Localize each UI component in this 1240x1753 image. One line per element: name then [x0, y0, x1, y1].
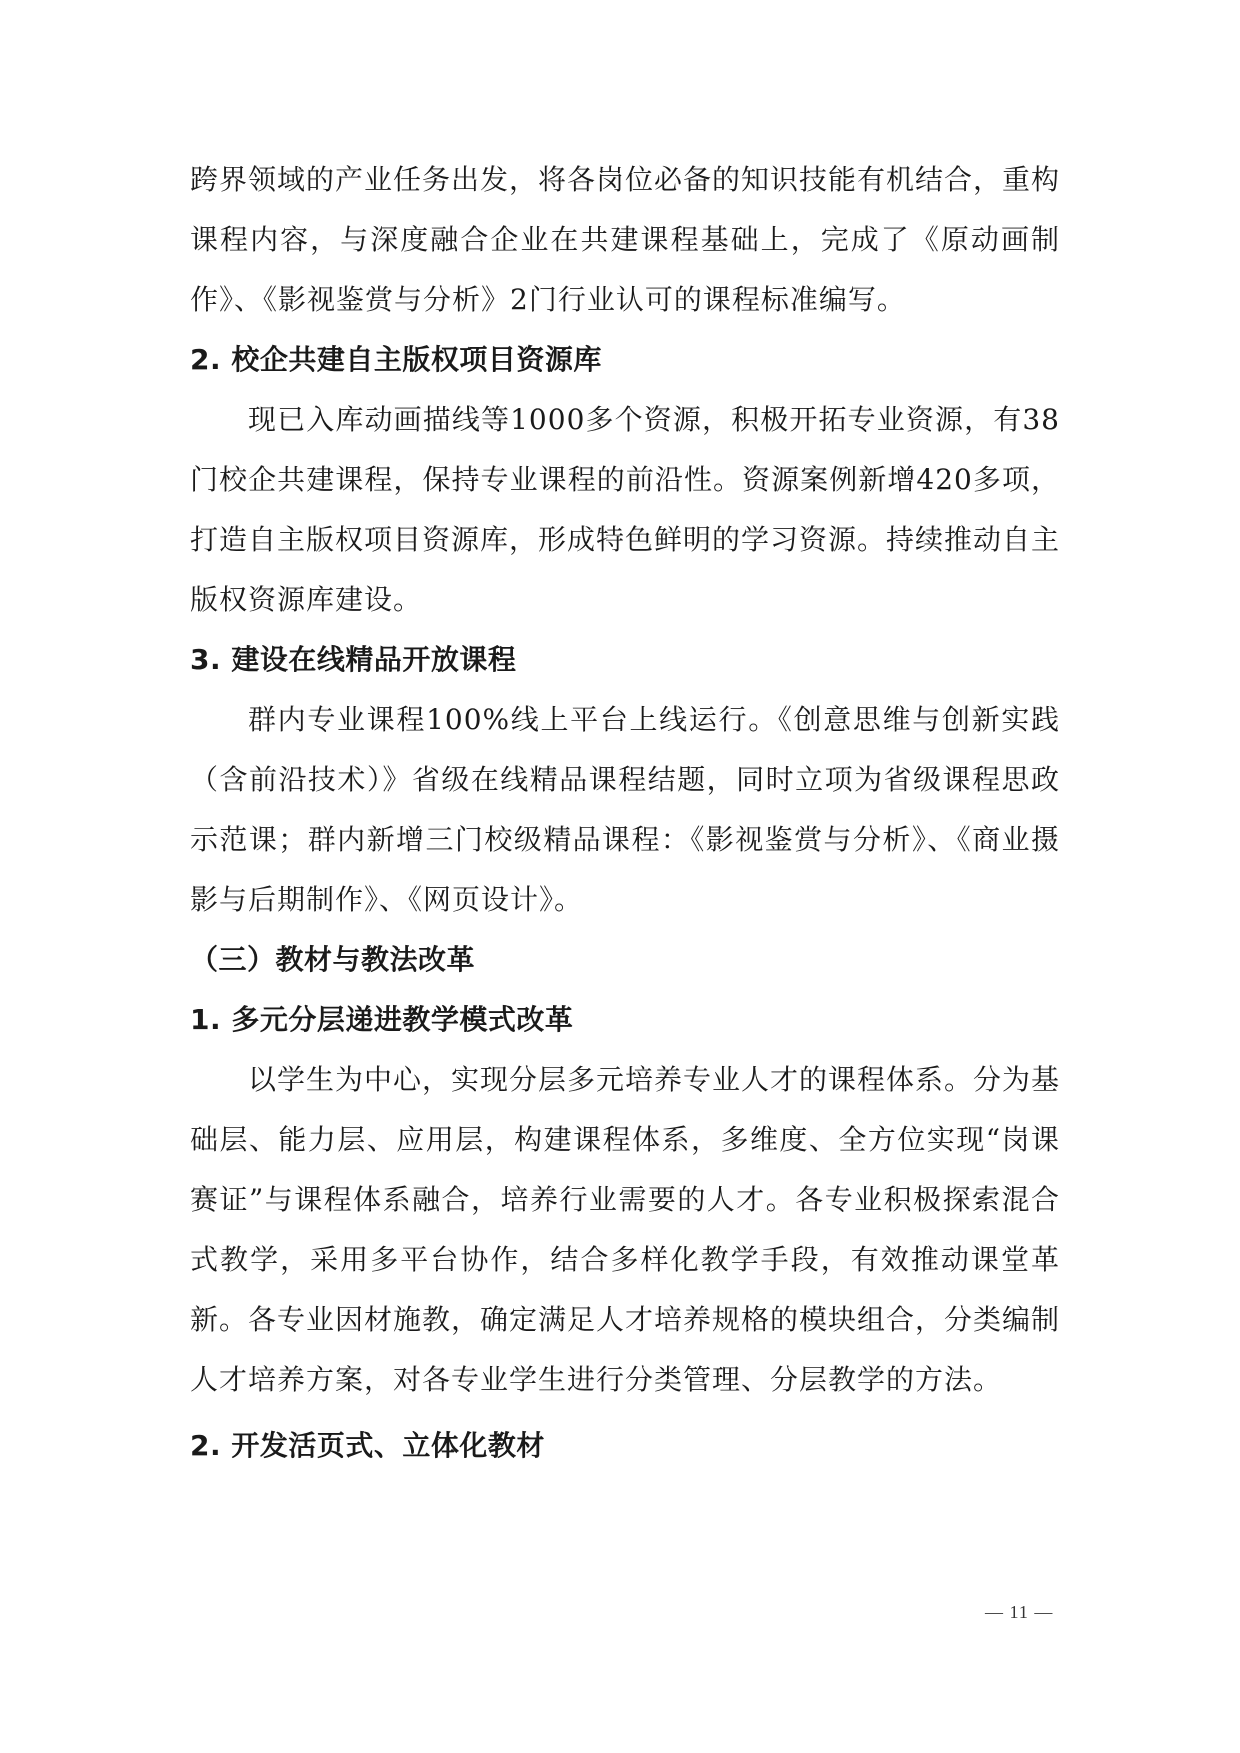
paragraph-online-courses: 群内专业课程100%线上平台上线运行。《创意思维与创新实践（含前沿技术）》省级在线精品课程结题，同时立项为省级课程思政示范课；群内新增三门校级精品课程：《影视鉴赏与分析》、《商业摄影与后期制作》、《网页设计》。: [190, 703, 1060, 916]
heading-online-courses: 3. 建设在线精品开放课程: [190, 643, 517, 676]
paragraph-resource-library: 现已入库动画描线等1000多个资源，积极开拓专业资源，有38门校企共建课程，保持专业课程的前沿性。资源案例新增420多项，打造自主版权项目资源库，形成特色鲜明的学习资源。持续推动自主版权资源库建设。: [190, 403, 1061, 616]
page-number: — 11 —: [985, 1602, 1054, 1622]
heading-resource-library: 2. 校企共建自主版权项目资源库: [190, 343, 602, 376]
paragraph-teaching-model-reform: 以学生为中心，实现分层多元培养专业人才的课程体系。分为基础层、能力层、应用层，构建课程体系，多维度、全方位实现“岗课赛证”与课程体系融合，培养行业需要的人才。各专业积极探索混合式教学，采用多平台协作，结合多样化教学手段，有效推动课堂革新。各专业因材施教，确定满足人才培养规格的模块组合，分类编制人才培养方案，对各专业学生进行分类管理、分层教学的方法。: [190, 1063, 1061, 1396]
heading-section-three: （三）教材与教法改革: [190, 943, 476, 976]
heading-loose-leaf-textbooks: 2. 开发活页式、立体化教材: [190, 1429, 545, 1462]
heading-teaching-model-reform: 1. 多元分层递进教学模式改革: [190, 1003, 574, 1036]
paragraph-course-standards: 跨界领域的产业任务出发，将各岗位必备的知识技能有机结合，重构课程内容，与深度融合企业在共建课程基础上，完成了《原动画制作》、《影视鉴赏与分析》2门行业认可的课程标准编写。: [190, 163, 1061, 316]
document-body: [190, 150, 1060, 1476]
